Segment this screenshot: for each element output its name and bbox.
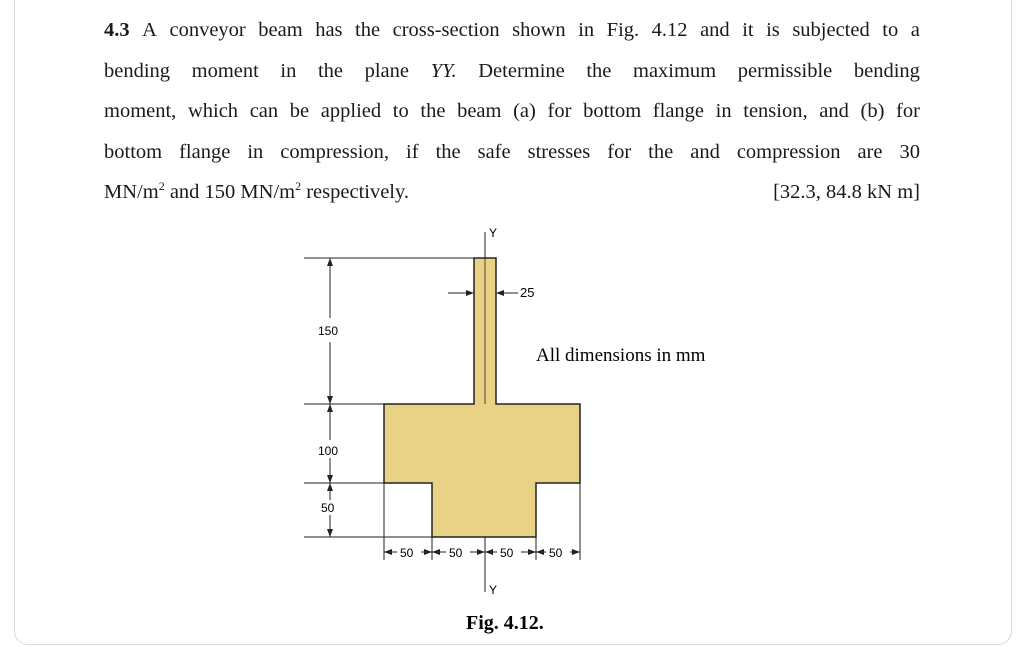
- bottom-dim-label-1: 50: [400, 546, 414, 560]
- hdim-arrow-8: [572, 549, 580, 555]
- vdim-arrow-2: [327, 396, 333, 404]
- problem-line-1: 4.3 A conveyor beam has the cross-section shown in Fig. 4.12 and it is subjected to a: [104, 10, 920, 51]
- stress-values-text: $MN/m^2$ and 150 $MN/m^2$ respectively.: [104, 179, 410, 203]
- hdim-arrow-7: [536, 549, 544, 555]
- web-dim-left-arrowhead: [466, 290, 474, 296]
- hdim-arrow-3: [432, 549, 440, 555]
- web-dim-right-arrowhead: [496, 290, 504, 296]
- hdim-arrow-4: [477, 549, 485, 555]
- vdim-arrow-6: [327, 529, 333, 537]
- bottom-dim-label-3: 50: [500, 546, 514, 560]
- vdim-arrow-1: [327, 258, 333, 266]
- dim-150-label: 150: [318, 324, 339, 338]
- problem-line-3: moment, which can be applied to the beam (a) for bottom flange in tension, and (b) for: [104, 100, 920, 122]
- vdim-arrow-4: [327, 475, 333, 483]
- hdim-arrow-6: [528, 549, 536, 555]
- figure-caption: Fig. 4.12.: [466, 612, 544, 634]
- bottom-dim-label-4: 50: [549, 546, 563, 560]
- vdim-arrow-3: [327, 404, 333, 412]
- hdim-arrow-1: [384, 549, 392, 555]
- hdim-arrow-2: [424, 549, 432, 555]
- y-axis-label-top: Y: [489, 226, 498, 240]
- cross-section-shape: [384, 258, 580, 537]
- y-axis-label-bottom: Y: [489, 583, 498, 597]
- dim-50-label: 50: [321, 501, 335, 515]
- answer-text: [32.3, 84.8 kN m]: [773, 181, 920, 203]
- dim-100-label: 100: [318, 444, 339, 458]
- problem-line-2: bending moment in the plane YY. Determine the maximum permissible bending: [104, 59, 920, 82]
- problem-number: 4.3: [104, 19, 130, 41]
- web-thickness-label: 25: [520, 285, 535, 300]
- hdim-arrow-5: [485, 549, 493, 555]
- bottom-dim-label-2: 50: [449, 546, 463, 560]
- dimensions-note: All dimensions in mm: [536, 345, 706, 366]
- problem-line-4: bottom flange in compression, if the safe stresses for the and compression are 30: [104, 140, 920, 163]
- vdim-arrow-5: [327, 483, 333, 491]
- beam-section: [384, 258, 580, 537]
